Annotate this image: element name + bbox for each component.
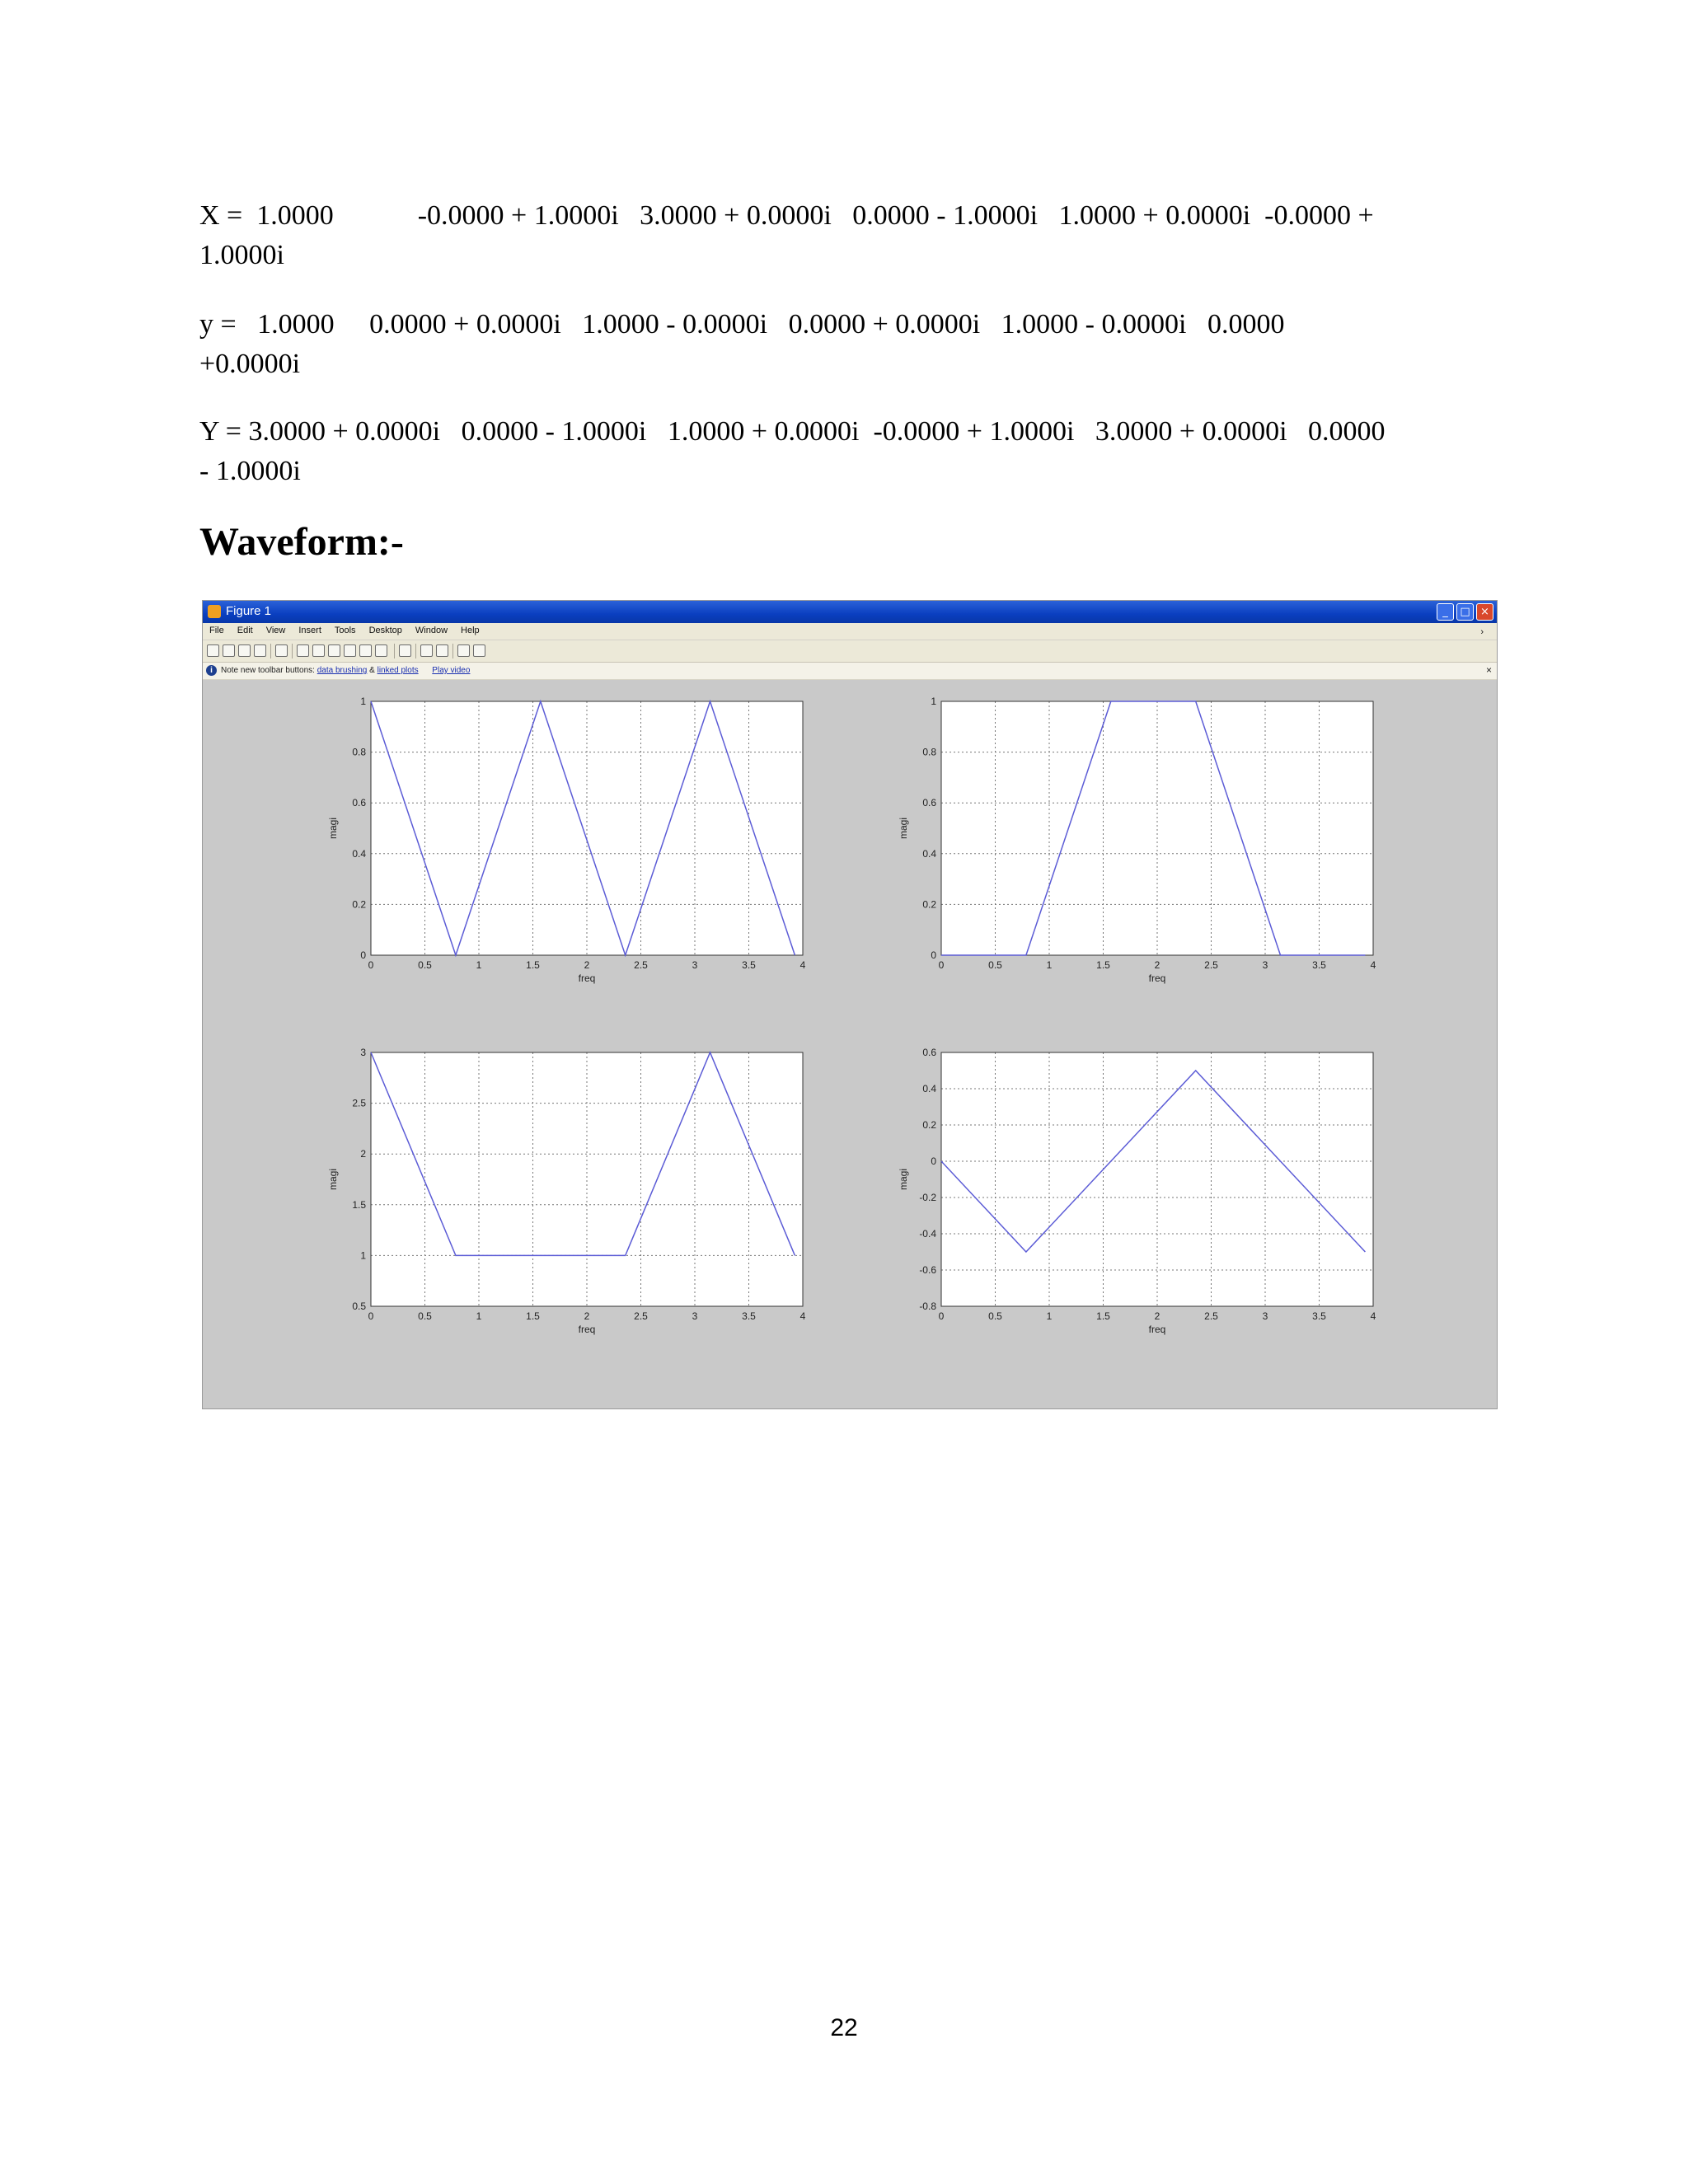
y-tick-label: 0.6 (922, 1047, 936, 1058)
y-tick-label: 0.4 (922, 847, 936, 860)
subplot-1 (327, 696, 806, 984)
subplots-canvas (203, 680, 1497, 1408)
y-tick-label: 0.2 (922, 1119, 936, 1131)
y-tick-label: 1 (360, 696, 366, 707)
x-axis-label: freq (578, 1324, 596, 1335)
y-axis-label: magi (327, 817, 339, 840)
x-tick-label: 3 (1262, 1310, 1268, 1322)
toolbar-separator (270, 644, 271, 658)
x-tick-label: 0 (938, 1310, 945, 1322)
x-tick-label: 1 (1046, 1310, 1053, 1322)
x-tick-label: 0 (368, 959, 374, 971)
x-tick-label: 3.5 (1312, 1310, 1326, 1322)
y-tick-label: 0 (360, 949, 366, 961)
subplot-2 (898, 696, 1376, 984)
open-file-icon[interactable] (223, 644, 235, 657)
play-video-link[interactable]: Play video (432, 666, 471, 675)
y-tick-label: 3 (360, 1047, 366, 1058)
y-tick-label: 1 (931, 696, 936, 707)
y-tick-label: 0.5 (352, 1301, 366, 1312)
y-tick-label: 0.8 (922, 746, 936, 758)
hide-plot-tools-icon[interactable] (457, 644, 470, 657)
waveform-heading: Waveform:- (199, 520, 404, 564)
y-tick-label: 0.4 (352, 847, 366, 860)
x-tick-label: 4 (1370, 959, 1376, 971)
x-tick-label: 0.5 (988, 959, 1002, 971)
toolbar-separator (394, 644, 395, 658)
y-tick-label: -0.6 (919, 1264, 936, 1276)
x-tick-label: 1.5 (526, 1310, 540, 1322)
result-y: y = 1.0000 0.0000 + 0.0000i 1.0000 - 0.0000i 0.0000 + 0.0000i 1.0000 - 0.0000i 0.0000 +0.0000i (199, 309, 1285, 379)
y-tick-label: 1.5 (352, 1198, 366, 1211)
x-tick-label: 4 (1370, 1310, 1376, 1322)
y-axis-label: magi (898, 1168, 909, 1191)
pan-icon[interactable] (328, 644, 340, 657)
subplot-4 (898, 1047, 1376, 1335)
y-tick-label: 0.6 (352, 797, 366, 809)
info-icon: i (206, 665, 217, 676)
x-tick-label: 2.5 (1204, 959, 1218, 971)
window-title: Figure 1 (226, 604, 272, 618)
x-tick-label: 2 (584, 1310, 590, 1322)
x-tick-label: 3 (692, 1310, 698, 1322)
y-tick-label: 0.2 (352, 898, 366, 911)
x-tick-label: 1.5 (1096, 959, 1110, 971)
result-X: X = 1.0000 -0.0000 + 1.0000i 3.0000 + 0.0000i 0.0000 - 1.0000i 1.0000 + 0.0000i -0.0000 + 1.0000i (199, 200, 1374, 270)
linked-plots-link[interactable]: linked plots (377, 666, 419, 675)
result-Y: Y = 3.0000 + 0.0000i 0.0000 - 1.0000i 1.0000 + 0.0000i -0.0000 + 1.0000i 3.0000 + 0.0000i 0.0000 - 1.0000i (199, 416, 1386, 486)
y-tick-label: -0.2 (919, 1192, 936, 1203)
toolbar-separator (452, 644, 453, 658)
menu-help[interactable]: Help (461, 626, 480, 635)
x-tick-label: 3.5 (742, 1310, 756, 1322)
matlab-icon (208, 605, 221, 618)
menu-file[interactable]: File (209, 626, 224, 635)
brush-icon[interactable] (375, 644, 387, 657)
legend-icon[interactable] (436, 644, 448, 657)
x-tick-label: 2 (1154, 959, 1160, 971)
y-tick-label: 0 (931, 1155, 936, 1167)
x-tick-label: 2.5 (1204, 1310, 1218, 1322)
x-tick-label: 1.5 (526, 959, 540, 971)
window-titlebar[interactable] (203, 601, 1497, 623)
menu-view[interactable]: View (265, 626, 286, 635)
x-tick-label: 0.5 (418, 959, 432, 971)
x-tick-label: 0 (368, 1310, 374, 1322)
zoom-in-icon[interactable] (297, 644, 309, 657)
figure-window (202, 600, 1498, 1409)
x-tick-label: 2.5 (634, 959, 648, 971)
y-tick-label: 0.6 (922, 797, 936, 809)
y-tick-label: 2 (360, 1148, 366, 1160)
show-plot-tools-icon[interactable] (473, 644, 485, 657)
x-axis-label: freq (578, 972, 596, 984)
menu-insert[interactable]: Insert (298, 626, 321, 635)
x-tick-label: 1 (476, 959, 482, 971)
x-axis-label: freq (1148, 1324, 1166, 1335)
y-tick-label: 0.4 (922, 1083, 936, 1094)
x-tick-label: 0.5 (988, 1310, 1002, 1322)
figure-toolbar (203, 640, 1497, 663)
info-notebar (203, 663, 1497, 680)
x-tick-label: 1.5 (1096, 1310, 1110, 1322)
note-amp: & (369, 666, 375, 675)
y-tick-label: 0.8 (352, 746, 366, 758)
y-tick-label: -0.4 (919, 1228, 936, 1240)
data-cursor-icon[interactable] (359, 644, 372, 657)
link-plot-icon[interactable] (399, 644, 411, 657)
menu-desktop[interactable]: Desktop (368, 626, 402, 635)
colorbar-icon[interactable] (420, 644, 433, 657)
close-icon[interactable]: × (1485, 664, 1492, 676)
toolbar-separator (415, 644, 416, 658)
x-tick-label: 2.5 (634, 1310, 648, 1322)
plot-area (203, 680, 1497, 1408)
rotate-3d-icon[interactable] (344, 644, 356, 657)
zoom-out-icon[interactable] (312, 644, 325, 657)
y-axis-label: magi (898, 817, 909, 840)
menu-bar (203, 623, 1497, 640)
x-tick-label: 1 (1046, 959, 1053, 971)
x-tick-label: 0.5 (418, 1310, 432, 1322)
note-prefix: Note new toolbar buttons: (221, 666, 315, 675)
x-tick-label: 2 (1154, 1310, 1160, 1322)
edit-plot-icon[interactable] (275, 644, 288, 657)
x-tick-label: 3 (1262, 959, 1268, 971)
page-number: 22 (830, 2014, 858, 2041)
x-tick-label: 1 (476, 1310, 482, 1322)
y-tick-label: 1 (360, 1249, 366, 1262)
y-tick-label: 2.5 (352, 1097, 366, 1109)
print-icon[interactable] (254, 644, 266, 657)
new-figure-icon[interactable] (207, 644, 219, 657)
x-tick-label: 4 (799, 1310, 806, 1322)
maximize-button[interactable]: □ (1456, 603, 1474, 621)
x-tick-label: 2 (584, 959, 590, 971)
data-brushing-link[interactable]: data brushing (316, 666, 368, 675)
menu-tools[interactable]: Tools (334, 626, 356, 635)
y-tick-label: 0 (931, 949, 936, 961)
toolbar-separator (292, 644, 293, 658)
y-axis-label: magi (327, 1168, 339, 1191)
minimize-button[interactable]: _ (1437, 603, 1454, 621)
chevron-right-icon[interactable]: › (1480, 627, 1484, 637)
x-tick-label: 3.5 (742, 959, 756, 971)
x-tick-label: 3 (692, 959, 698, 971)
save-icon[interactable] (238, 644, 251, 657)
close-button[interactable]: × (1476, 603, 1493, 621)
y-tick-label: -0.8 (919, 1301, 936, 1312)
y-tick-label: 0.2 (922, 898, 936, 911)
note-text (221, 666, 470, 675)
x-tick-label: 4 (799, 959, 806, 971)
menu-window[interactable]: Window (415, 626, 448, 635)
menu-edit[interactable]: Edit (237, 626, 253, 635)
x-tick-label: 3.5 (1312, 959, 1326, 971)
x-tick-label: 0 (938, 959, 945, 971)
x-axis-label: freq (1148, 972, 1166, 984)
subplot-3 (327, 1047, 806, 1335)
